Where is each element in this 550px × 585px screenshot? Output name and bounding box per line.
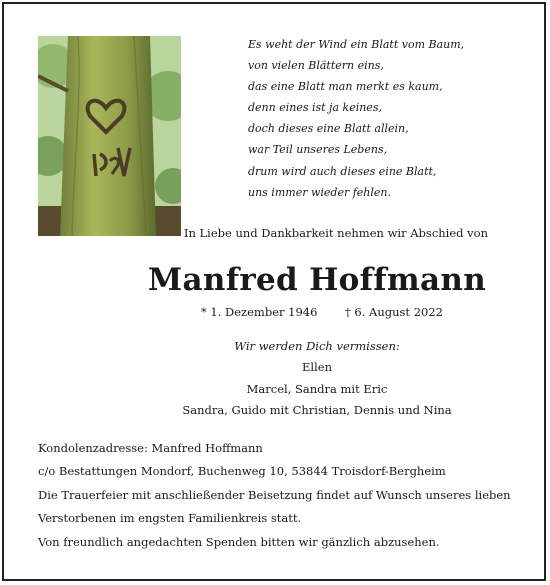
poem-line: das eine Blatt man merkt es kaum, — [248, 80, 443, 94]
deceased-name: Manfred Hoffmann — [147, 262, 487, 298]
family-member: Sandra, Guido mit Christian, Dennis und Nina — [182, 402, 452, 417]
poem-line: drum wird auch dieses eine Blatt, — [248, 164, 437, 178]
condolence-address: Kondolenzadresse: Manfred Hoffmann — [38, 441, 263, 455]
family-member: Marcel, Sandra mit Eric — [246, 381, 388, 396]
poem — [248, 34, 528, 203]
poem-line: uns immer wieder fehlen. — [248, 185, 391, 199]
poem-line: war Teil unseres Lebens, — [248, 143, 388, 157]
donation-note: Von freundlich angedachten Spenden bitten wir gänzlich abzusehen. — [38, 535, 440, 549]
poem-line: denn eines ist ja keines, — [248, 101, 382, 115]
tree-photo — [38, 36, 181, 236]
miss-line: Wir werden Dich vermissen: — [234, 339, 400, 353]
poem-line: doch dieses eine Blatt allein, — [248, 122, 409, 136]
family-member: Ellen — [302, 360, 332, 375]
poem-line: von vielen Blättern eins, — [248, 59, 384, 73]
funeral-home-address: c/o Bestattungen Mondorf, Buchenweg 10, 53844 Troisdorf-Bergheim — [38, 464, 446, 478]
death-date: † 6. August 2022 — [345, 305, 443, 319]
birth-date: * 1. Dezember 1946 — [201, 305, 318, 319]
intro-text: In Liebe und Dankbarkeit nehmen wir Abschied von — [183, 226, 488, 240]
poem-line: Es weht der Wind ein Blatt vom Baum, — [248, 38, 465, 51]
family-block — [0, 336, 550, 421]
funeral-note-line: Die Trauerfeier mit anschließender Beisetzung findet auf Wunsch unseres lieben — [38, 488, 511, 502]
funeral-note-line: Verstorbenen im engsten Familienkreis statt. — [38, 511, 302, 525]
